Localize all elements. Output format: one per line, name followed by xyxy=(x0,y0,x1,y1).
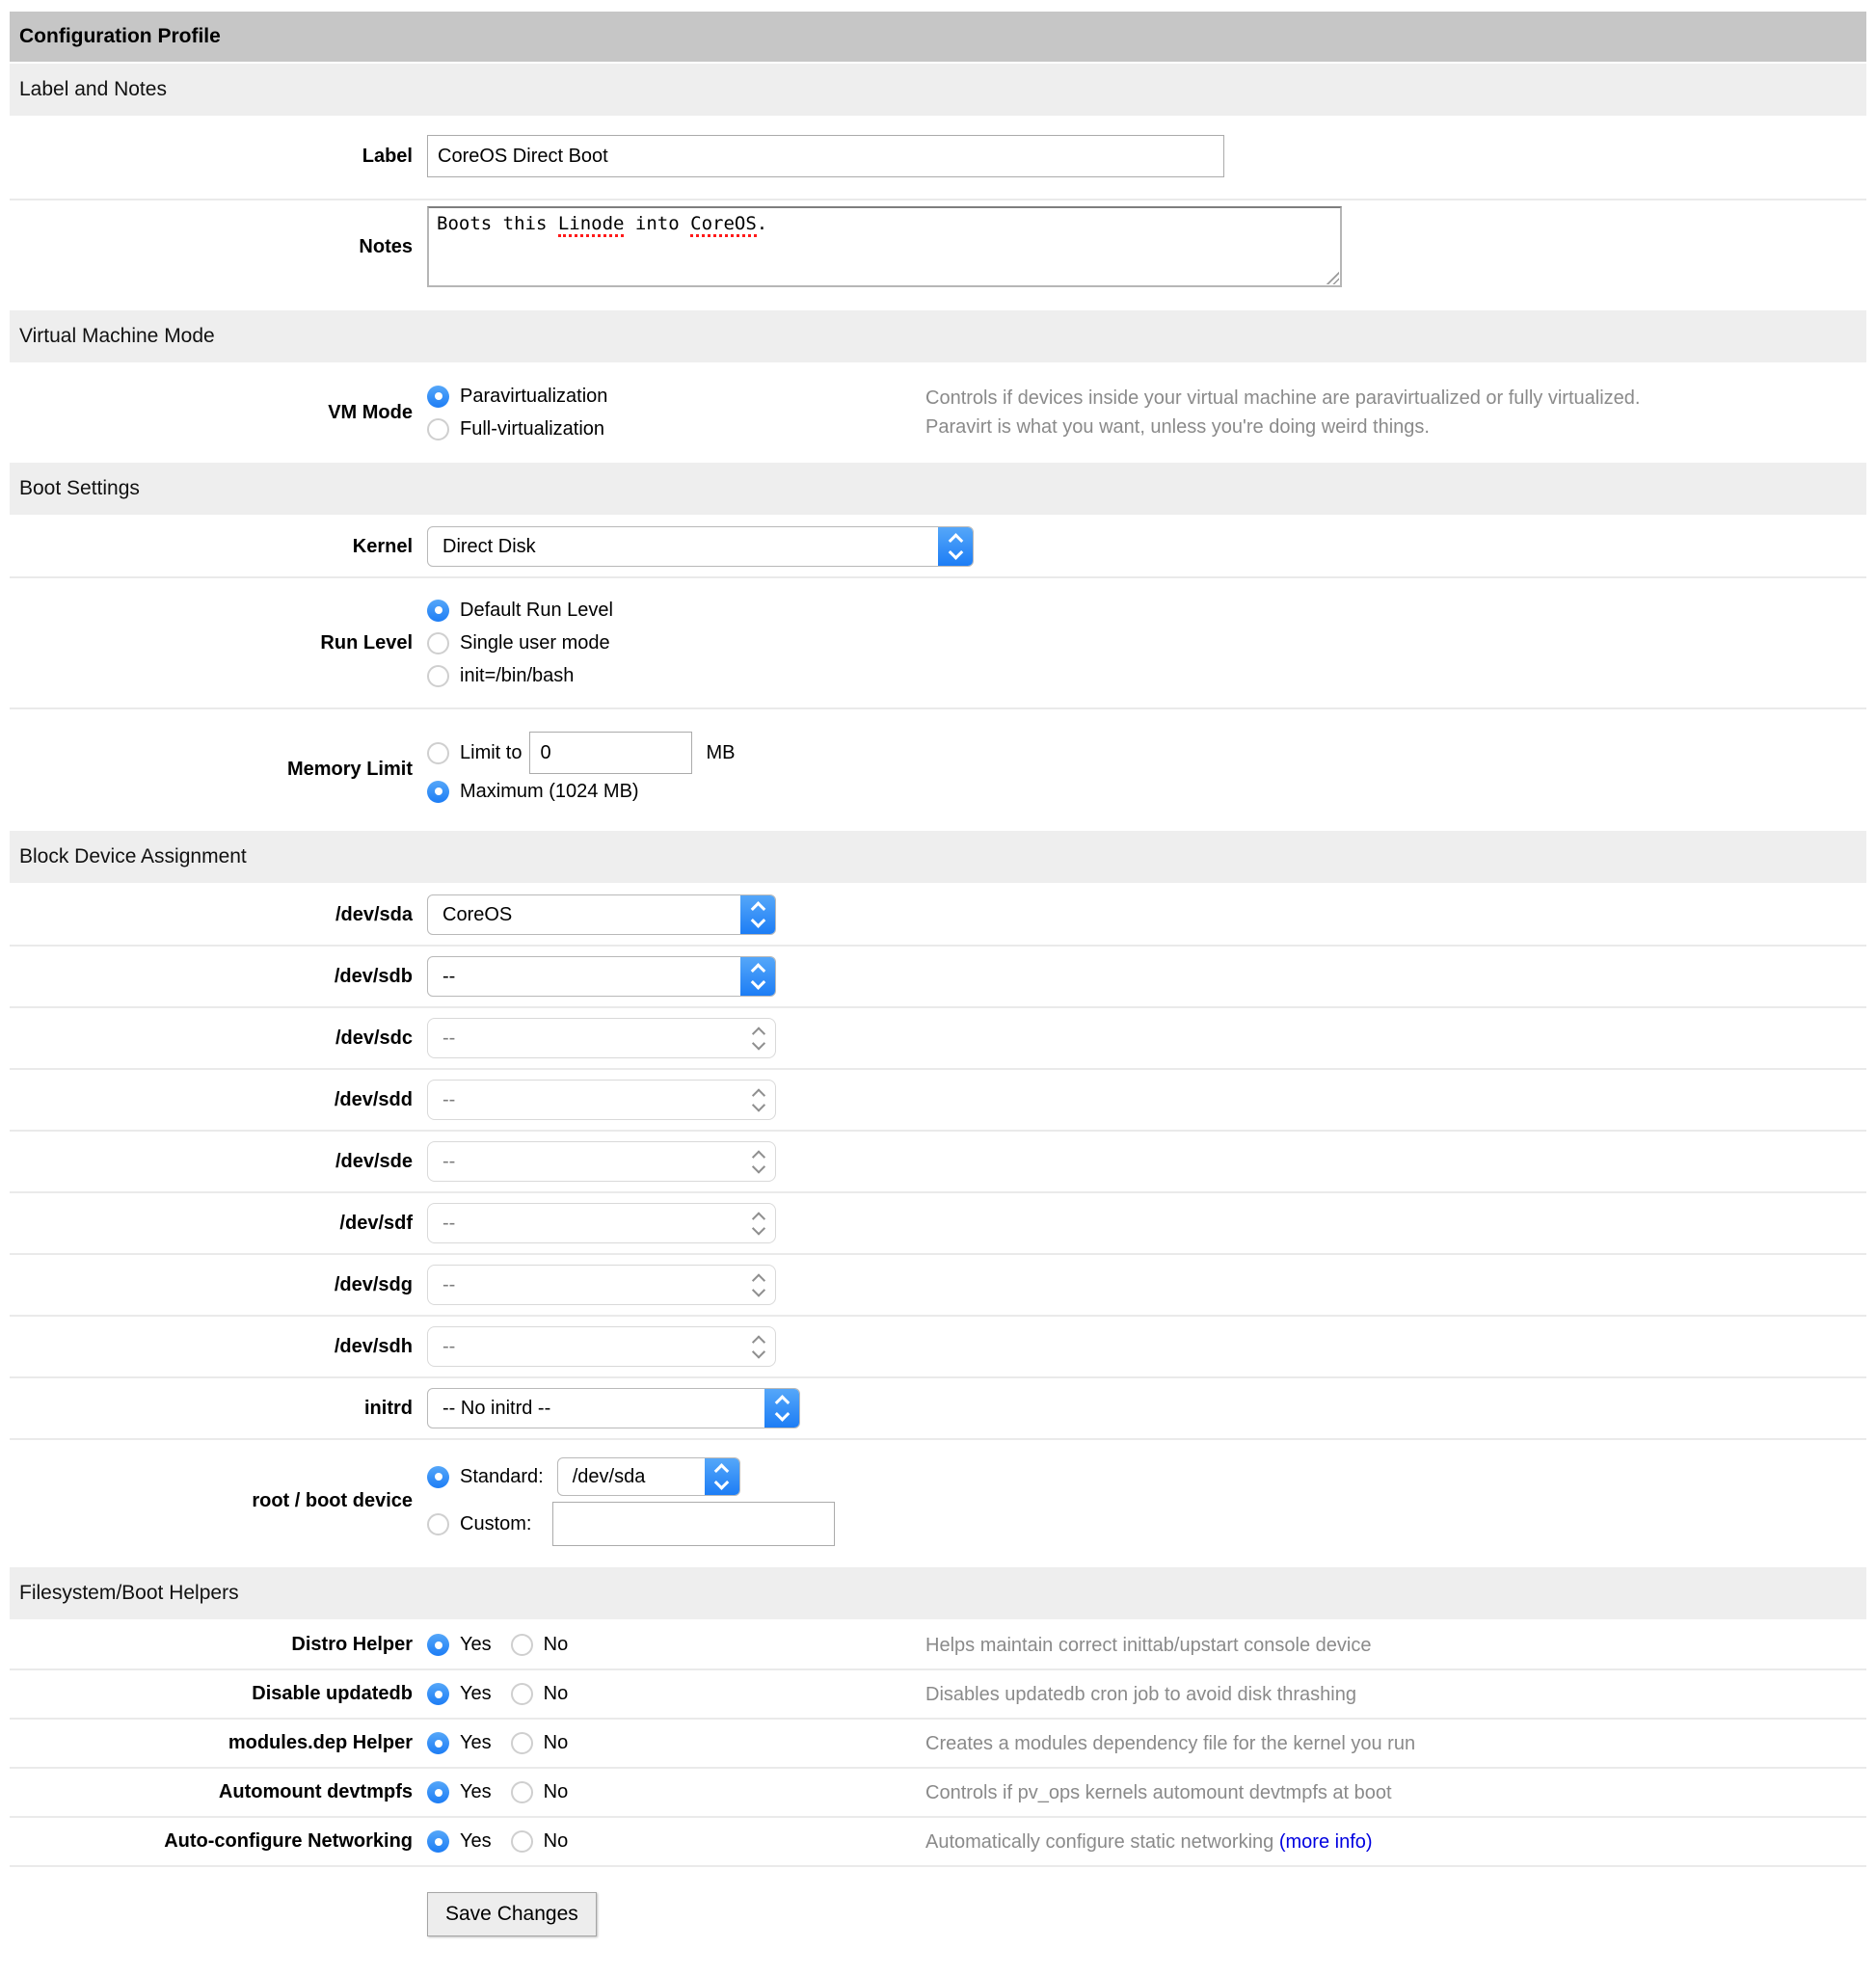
label-input[interactable] xyxy=(427,135,1224,177)
dev-sdd-select: -- xyxy=(427,1080,776,1120)
radio-button-icon[interactable] xyxy=(427,742,449,764)
chevron-down-icon xyxy=(752,1098,765,1111)
form-row-dev-sdc: /dev/sdc -- xyxy=(10,1008,1866,1070)
memory-limit-input[interactable] xyxy=(529,732,692,774)
section-header-boot-settings: Boot Settings xyxy=(10,463,1866,515)
form-row-dev-sdh: /dev/sdh -- xyxy=(10,1317,1866,1378)
chevron-down-icon xyxy=(750,913,765,928)
radio-no-icon[interactable] xyxy=(511,1781,533,1803)
radio-no-icon[interactable] xyxy=(511,1683,533,1705)
root-boot-device-label: root / boot device xyxy=(252,1489,413,1511)
radio-standard-device[interactable]: Standard: /dev/sda xyxy=(427,1454,835,1500)
dev-sdc-select: -- xyxy=(427,1018,776,1058)
dev-sdg-select: -- xyxy=(427,1265,776,1305)
radio-no-icon[interactable] xyxy=(511,1634,533,1656)
radio-yes-icon[interactable] xyxy=(427,1830,449,1853)
form-row-dev-sdf: /dev/sdf -- xyxy=(10,1193,1866,1255)
form-row-root-boot-device xyxy=(10,1440,1866,1565)
run-level-label: Run Level xyxy=(320,631,413,654)
select-stepper-icon xyxy=(740,895,775,934)
dev-sdf-select: -- xyxy=(427,1203,776,1243)
form-row-initrd xyxy=(10,1378,1866,1440)
form-row-automount-devtmpfs: Automount devtmpfs Yes No Controls if pv_ops kernels automount devtmpfs at boot xyxy=(10,1769,1866,1818)
form-row-run-level xyxy=(10,578,1866,709)
dev-sda-select[interactable]: CoreOS xyxy=(427,894,776,935)
radio-no-icon[interactable] xyxy=(511,1732,533,1754)
select-stepper-icon xyxy=(744,1327,773,1366)
section-header-vm-mode: Virtual Machine Mode xyxy=(10,310,1866,362)
chevron-down-icon xyxy=(752,1283,765,1296)
more-info-link[interactable]: (more info) xyxy=(1278,1830,1373,1853)
radio-limit-to[interactable]: Limit to 0 MB xyxy=(427,731,735,775)
radio-init-bin-bash[interactable]: init=/bin/bash xyxy=(427,659,613,692)
dev-sdh-select: -- xyxy=(427,1326,776,1367)
kernel-select[interactable]: Direct Disk xyxy=(427,526,974,567)
helper-help-text: Disables updatedb cron job to avoid disk thrashing xyxy=(925,1683,1356,1705)
radio-button-icon[interactable] xyxy=(427,632,449,654)
radio-button-icon[interactable] xyxy=(427,665,449,687)
radio-custom-device[interactable]: Custom: xyxy=(427,1500,835,1548)
radio-maximum-memory[interactable]: Maximum (1024 MB) xyxy=(427,775,735,808)
select-stepper-icon xyxy=(764,1389,799,1428)
radio-single-user-mode[interactable]: Single user mode xyxy=(427,627,613,659)
form-row-kernel xyxy=(10,517,1866,578)
chevron-down-icon xyxy=(774,1406,790,1422)
form-row-memory-limit xyxy=(10,709,1866,829)
select-stepper-icon xyxy=(744,1019,773,1057)
radio-no-icon[interactable] xyxy=(511,1830,533,1853)
radio-yes-icon[interactable] xyxy=(427,1781,449,1803)
radio-full-virtualization[interactable]: Full-virtualization xyxy=(427,413,607,445)
chevron-down-icon xyxy=(752,1036,765,1050)
helper-help-text: Automatically configure static networking (more info) xyxy=(925,1830,1373,1853)
form-row-dev-sda: /dev/sda CoreOS xyxy=(10,885,1866,947)
label-field-label: Label xyxy=(362,145,413,167)
select-stepper-icon xyxy=(938,527,973,566)
radio-yes-icon[interactable] xyxy=(427,1634,449,1656)
section-header-block-devices: Block Device Assignment xyxy=(10,831,1866,883)
notes-field-label: Notes xyxy=(359,235,413,257)
helper-help-text: Helps maintain correct inittab/upstart console device xyxy=(925,1634,1372,1656)
form-row-distro-helper: Distro Helper Yes No Helps maintain correct inittab/upstart console device xyxy=(10,1621,1866,1670)
select-stepper-icon xyxy=(744,1266,773,1304)
form-row-modules-dep-helper: modules.dep Helper Yes No Creates a modules dependency file for the kernel you run xyxy=(10,1720,1866,1769)
form-row-dev-sde: /dev/sde -- xyxy=(10,1132,1866,1193)
form-row-label xyxy=(10,118,1866,199)
radio-default-run-level[interactable]: Default Run Level xyxy=(427,594,613,627)
section-header-helpers: Filesystem/Boot Helpers xyxy=(10,1567,1866,1619)
form-row-autoconfigure-networking: Auto-configure Networking Yes No Automatically configure static networking (more info) xyxy=(10,1818,1866,1867)
memory-limit-label: Memory Limit xyxy=(286,758,413,780)
vm-mode-label: VM Mode xyxy=(328,401,413,423)
chevron-down-icon xyxy=(750,974,765,990)
vm-mode-help-text: Controls if devices inside your virtual machine are paravirtualized or fully virtualized. Paravirt is what you want, unless you're doing weird things. xyxy=(925,387,1641,438)
dev-sde-select: -- xyxy=(427,1141,776,1182)
standard-device-select[interactable]: /dev/sda xyxy=(557,1457,740,1496)
select-stepper-icon xyxy=(740,957,775,996)
radio-yes-icon[interactable] xyxy=(427,1732,449,1754)
radio-button-icon[interactable] xyxy=(427,600,449,622)
select-stepper-icon xyxy=(744,1081,773,1119)
kernel-label: Kernel xyxy=(352,535,413,557)
radio-paravirtualization[interactable]: Paravirtualization xyxy=(427,380,607,413)
memory-unit-label: MB xyxy=(706,741,736,763)
form-row-disable-updatedb: Disable updatedb Yes No Disables updatedb cron job to avoid disk thrashing xyxy=(10,1670,1866,1720)
select-stepper-icon xyxy=(705,1458,739,1495)
textarea-resize-grip-icon[interactable] xyxy=(1325,270,1339,284)
form-row-dev-sdg: /dev/sdg -- xyxy=(10,1255,1866,1317)
form-row-save xyxy=(10,1867,1866,1946)
initrd-label: initrd xyxy=(364,1397,413,1419)
radio-button-icon[interactable] xyxy=(427,781,449,803)
custom-device-input[interactable] xyxy=(552,1502,835,1546)
chevron-down-icon xyxy=(752,1221,765,1235)
page-title-bar xyxy=(10,12,1866,62)
chevron-down-icon xyxy=(752,1160,765,1173)
helper-help-text: Creates a modules dependency file for the kernel you run xyxy=(925,1732,1416,1754)
select-stepper-icon xyxy=(744,1142,773,1181)
dev-sdb-select[interactable]: -- xyxy=(427,956,776,997)
page-title: Configuration Profile xyxy=(19,25,221,47)
radio-yes-icon[interactable] xyxy=(427,1683,449,1705)
helper-help-text: Controls if pv_ops kernels automount devtmpfs at boot xyxy=(925,1781,1392,1803)
radio-button-icon[interactable] xyxy=(427,1466,449,1488)
misspelled-word: Linode xyxy=(558,213,625,237)
chevron-down-icon xyxy=(714,1475,730,1490)
initrd-select[interactable]: -- No initrd -- xyxy=(427,1388,800,1428)
radio-button-icon[interactable] xyxy=(427,1513,449,1535)
section-header-label-and-notes: Label and Notes xyxy=(10,64,1866,116)
radio-button-icon[interactable] xyxy=(427,386,449,408)
notes-textarea[interactable]: Boots this Linode into CoreOS. xyxy=(427,206,1342,287)
select-stepper-icon xyxy=(744,1204,773,1242)
chevron-down-icon xyxy=(752,1345,765,1358)
form-row-dev-sdd: /dev/sdd -- xyxy=(10,1070,1866,1132)
form-row-vm-mode xyxy=(10,364,1866,461)
form-row-notes xyxy=(10,199,1866,308)
radio-button-icon[interactable] xyxy=(427,418,449,440)
misspelled-word: CoreOS xyxy=(690,213,757,237)
save-changes-button[interactable]: Save Changes xyxy=(427,1892,597,1936)
chevron-down-icon xyxy=(948,545,963,560)
form-row-dev-sdb: /dev/sdb -- xyxy=(10,947,1866,1008)
